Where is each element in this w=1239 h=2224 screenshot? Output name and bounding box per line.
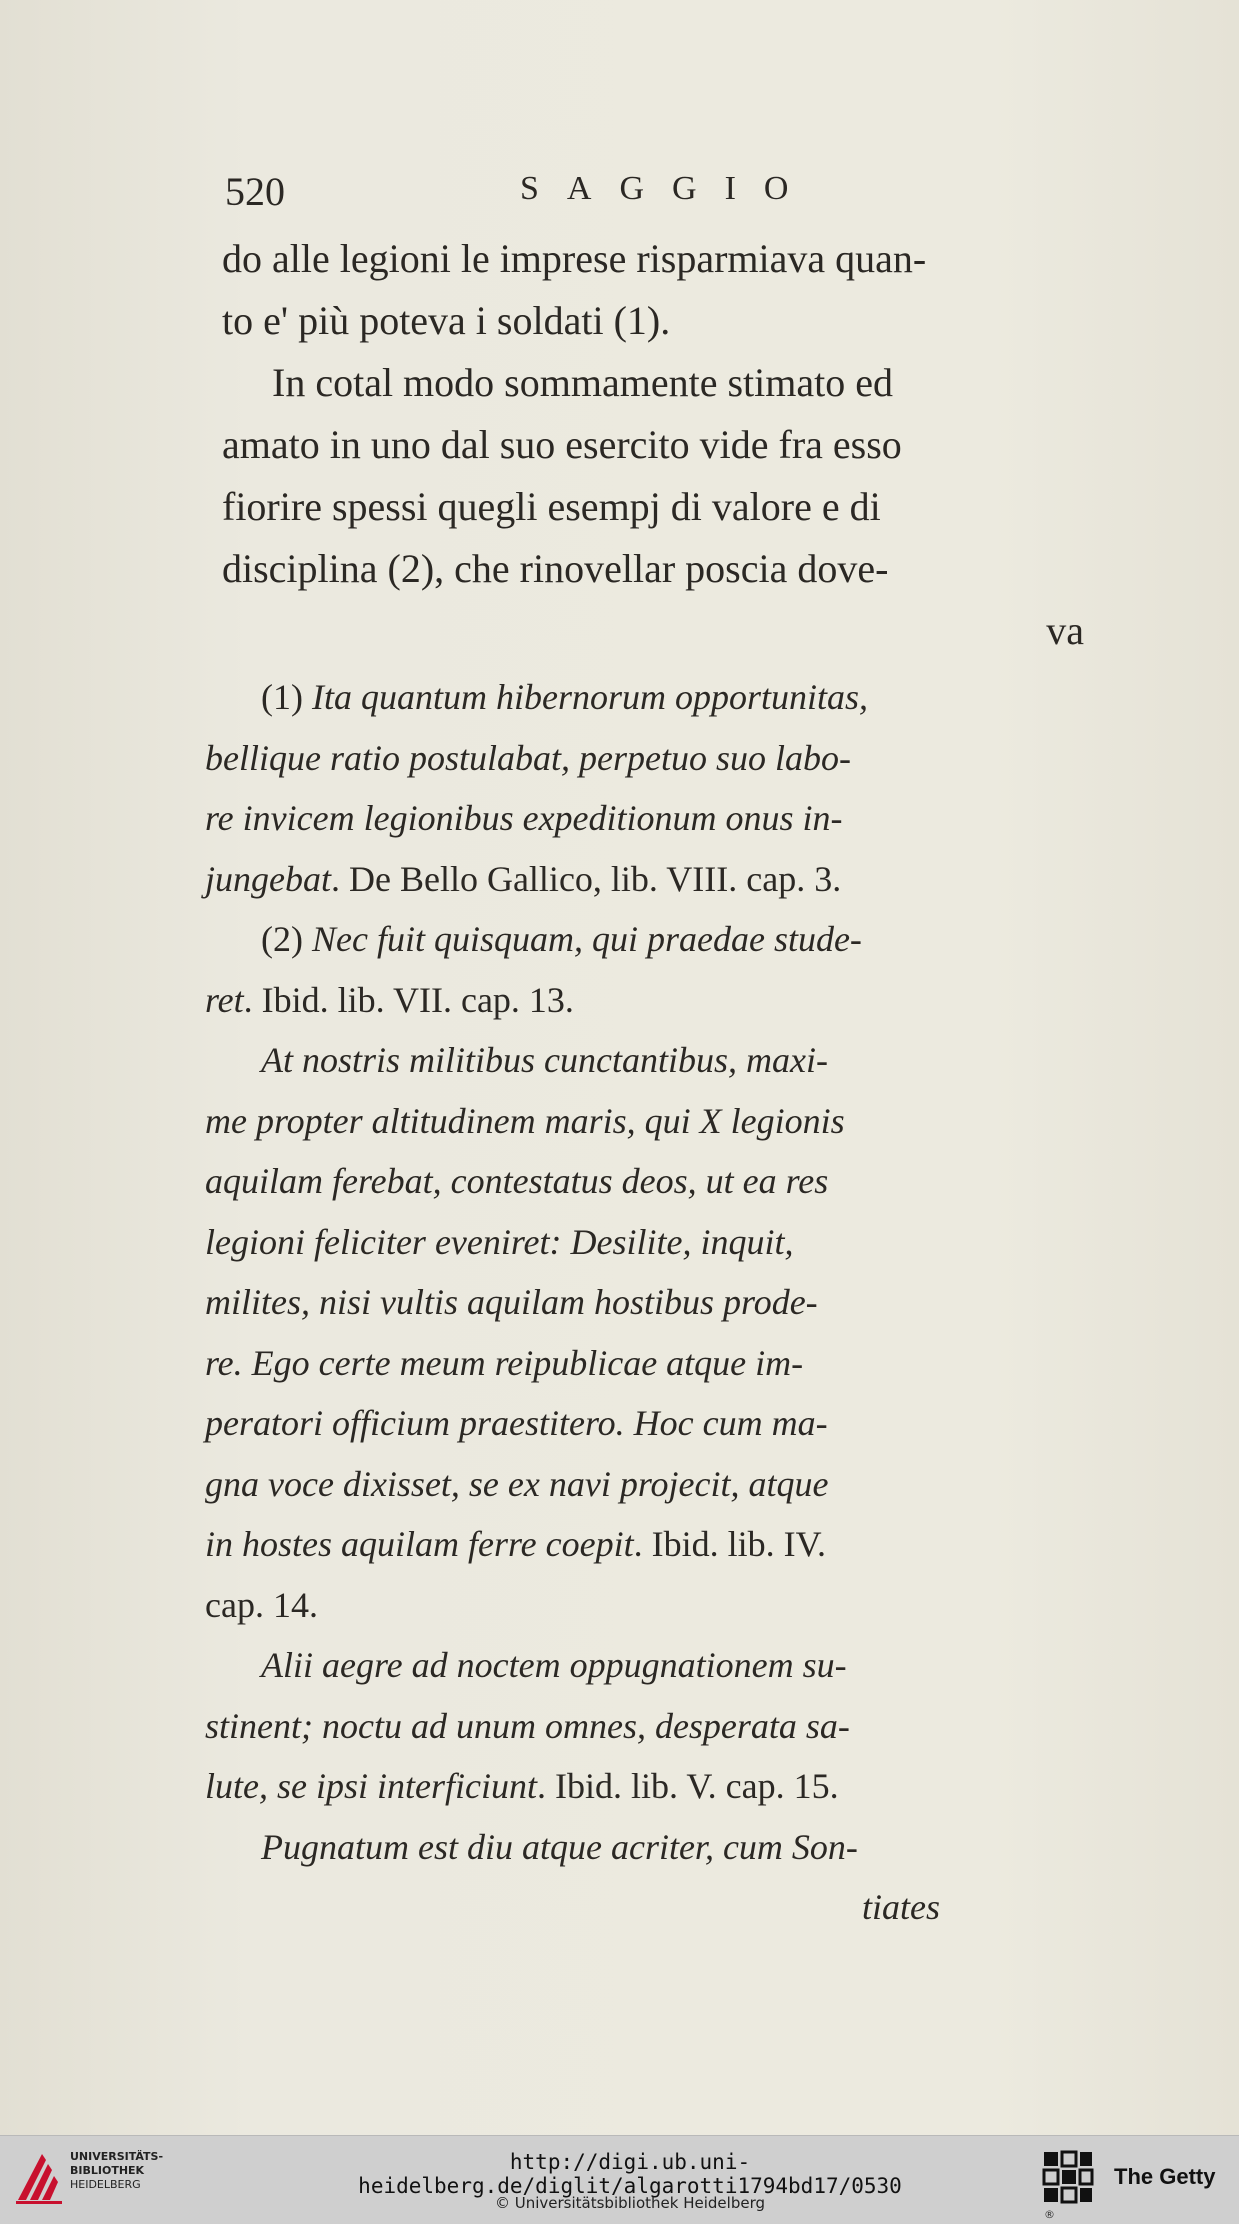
citation-text: . Ibid. lib. IV.	[633, 1524, 826, 1564]
latin-quotation: in hostes aquilam ferre coepit	[205, 1524, 634, 1564]
footnote-line	[205, 1756, 1130, 1817]
citation-text: (2)	[261, 919, 312, 959]
library-name-line: BIBLIOTHEK	[70, 2164, 145, 2177]
library-logo-icon	[12, 2146, 70, 2208]
latin-quotation: stinent; noctu ad unum omnes, desperata sa-	[205, 1705, 850, 1746]
footnote-line	[205, 849, 1130, 910]
latin-quotation: jungebat	[205, 858, 331, 899]
footnote-line	[205, 970, 1130, 1031]
latin-quotation: At nostris militibus cunctantibus, maxi-	[261, 1040, 828, 1080]
latin-quotation: Nec fuit quisquam, qui praedae stude-	[311, 919, 862, 959]
latin-quotation: Pugnatum est diu atque acriter, cum Son-	[261, 1826, 858, 1867]
catchword: va	[1046, 608, 1084, 653]
library-name	[70, 2150, 163, 2192]
text-line: do alle legioni le imprese risparmiava quan-	[222, 236, 927, 281]
footnote-line	[205, 1091, 1130, 1152]
latin-quotation: gna voce dixisset, se ex navi projecit, atque	[205, 1463, 829, 1504]
citation-text: . De Bello Gallico, lib. VIII. cap. 3.	[330, 858, 842, 899]
running-head: SAGGIO	[520, 170, 817, 207]
latin-quotation: aquilam ferebat, contestatus deos, ut ea res	[205, 1161, 829, 1201]
text-line: In cotal modo sommamente stimato ed	[272, 360, 893, 405]
text-line: fiorire spessi quegli esempj di valore e di	[222, 484, 881, 529]
text-line: amato in uno dal suo esercito vide fra esso	[222, 422, 902, 467]
footnote-line	[205, 1212, 1130, 1273]
footnote-line	[205, 1030, 1130, 1091]
footnote-line	[205, 667, 1130, 728]
main-text	[222, 228, 1134, 662]
footnote-line	[205, 1333, 1130, 1394]
page-number: 520	[225, 169, 285, 214]
library-name-line: UNIVERSITÄTS-	[70, 2150, 164, 2163]
footnote-line	[205, 1454, 1130, 1515]
footnotes	[205, 667, 1130, 1938]
registered-mark: ®	[1044, 2208, 1055, 2221]
viewer-footer	[0, 2135, 1239, 2224]
footnote-line	[205, 1393, 1130, 1454]
latin-quotation: tiates	[862, 1887, 940, 1927]
latin-quotation: milites, nisi vultis aquilam hostibus prode-	[205, 1282, 818, 1322]
footnote-line	[205, 728, 1130, 789]
text-line: disciplina (2), che rinovellar poscia dove-	[222, 546, 889, 591]
latin-quotation: peratori officium praestitero. Hoc cum ma-	[205, 1403, 828, 1443]
footnote-catchword	[205, 1877, 1130, 1938]
text-line: to e' più poteva i soldati (1).	[222, 298, 671, 343]
page-header	[225, 168, 845, 218]
latin-quotation: legioni feliciter eveniret: Desilite, inquit,	[205, 1221, 794, 1262]
latin-quotation: bellique ratio postulabat, perpetuo suo labo-	[205, 737, 851, 778]
footnote-line	[205, 1635, 1130, 1696]
latin-quotation: ret	[205, 979, 244, 1020]
latin-quotation: Alii aegre ad noctem oppugnationem su-	[261, 1645, 847, 1685]
footnote-line	[205, 1514, 1130, 1575]
footnote-line	[205, 788, 1130, 849]
getty-logo-icon	[1040, 2148, 1096, 2208]
footnote-line	[205, 1151, 1130, 1212]
footnote-line	[205, 1696, 1130, 1757]
latin-quotation: me propter altitudinem maris, qui X legionis	[205, 1100, 845, 1141]
citation-text: . Ibid. lib. VII. cap. 13.	[243, 979, 574, 1020]
copyright-notice: © Universitätsbibliothek Heidelberg	[494, 2194, 765, 2212]
citation-text: (1)	[261, 677, 312, 717]
footnote-line	[205, 1272, 1130, 1333]
footnote-line	[205, 909, 1130, 970]
citation-text: cap. 14.	[205, 1584, 318, 1625]
permalink-url[interactable]: http://digi.ub.uni-heidelberg.de/diglit/algarotti1794bd17/0530	[358, 2150, 902, 2198]
footnote-line	[205, 1817, 1130, 1878]
footnote-line	[205, 1575, 1130, 1636]
latin-quotation: re. Ego certe meum reipublicae atque im-	[205, 1342, 804, 1383]
partner-name: The Getty	[1114, 2164, 1216, 2189]
citation-text: . Ibid. lib. V. cap. 15.	[536, 1766, 839, 1806]
library-name-line: HEIDELBERG	[70, 2178, 141, 2191]
latin-quotation: Ita quantum hibernorum opportunitas,	[311, 677, 868, 717]
latin-quotation: lute, se ipsi interficiunt	[205, 1766, 537, 1806]
latin-quotation: re invicem legionibus expeditionum onus in-	[205, 798, 843, 838]
